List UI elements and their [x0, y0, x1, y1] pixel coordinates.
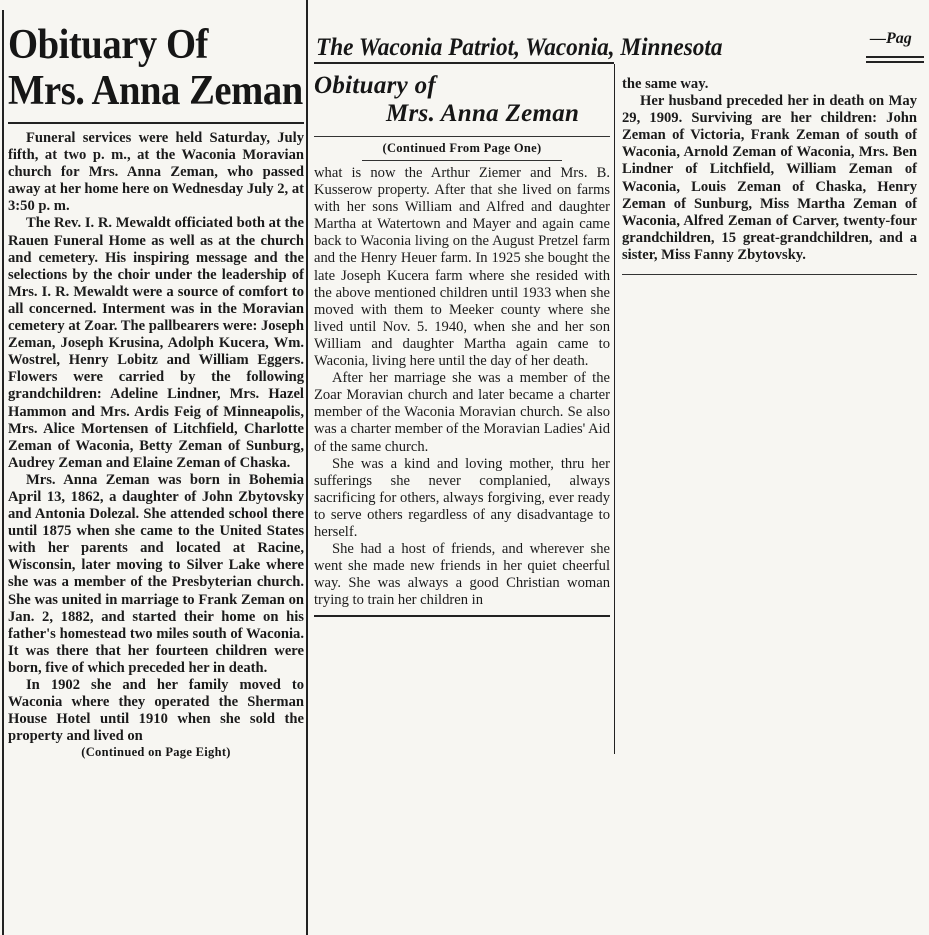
obituary-column-1 — [8, 22, 304, 760]
obituary-column-2 — [314, 72, 610, 617]
paragraph: what is now the Arthur Ziemer and Mrs. B. Kusserow property. After that she lived on farms with her sons William and Alfred and daughter Martha at Watertown and Mayer and again came back to Waconia living on the August Pretzel farm and the Henry Heuer farm. In 1925 she bought the late Joseph Kucera farm where she resided with the above mentioned children until 1933 when she moved with them to Meeker county where she lived until Nov. 5. 1940, when she and her son William and daughter Martha again came to Waconia, living here until the day of her death. — [314, 165, 610, 370]
column-divider-2 — [614, 64, 615, 754]
continued-on-note: (Continued on Page Eight) — [81, 745, 231, 760]
headline-underline — [8, 122, 304, 124]
paragraph: the same way. — [622, 76, 709, 92]
sub-head-rule — [314, 136, 610, 137]
headline — [8, 22, 303, 114]
article-body-3 — [622, 76, 917, 264]
paragraph: After her marriage she was a member of the Zoar Moravian church and later became a charter member of the Waconia Moravian church. Se also was a charter member of the Moravian Ladies' Aid of the same church. — [314, 370, 611, 455]
continued-rule — [362, 160, 562, 161]
continuation-headline — [314, 72, 610, 128]
paragraph: Mrs. Anna Zeman was born in Bohemia April 13, 1862, a daughter of John Zbytovsky and Antonia Dolezal. She attended school there until 1875 when she came to the United States with her parents and located at Racine, Wisconsin, later moving to Silver Lake where she was a member of the Presbyterian church. She was united in marriage to Frank Zeman on Jan. 2, 1882, and started their home on his father's homestead two miles south of Waconia. It was there that her fourteen children were born, five of which preceded her in death. — [8, 471, 304, 676]
paragraph: She was a kind and loving mother, thru her sufferings she never complanied, always sacrificing for others, always forgiving, ever ready to serve others regardless of any disadvantage to herself. — [314, 455, 610, 540]
paragraph: The Rev. I. R. Mewaldt officiated both at the Rauen Funeral Home as well as at the church and cemetery. His inspiring message and the selections by the choir under the leadership of Mrs. I. R. Mewaldt were a source of comfort to all concerned. Interment was in the Moravian cemetery at Zoar. The pallbearers were: Joseph Zeman, Joseph Krusina, Adolph Kucera, Wm. Wostrel, Henry Lobitz and William Eggers. Flowers were carried by the following grandchildren: Adeline Lindner, Mrs. Hazel Hammon and Mrs. Ardis Feig of Minneapolis, Mrs. Alice Mortensen of Litchfield, Charlotte Zeman of Waconia, Betty Zeman of Sunburg, Audrey Zeman and Elaine Zeman of Chaska. — [8, 215, 304, 471]
masthead-rule-right-2 — [866, 61, 924, 63]
paragraph: In 1902 she and her family moved to Waconia where they operated the Sherman House Hotel until 1910 when she sold the property and lived on — [8, 677, 304, 745]
article-body-2 — [314, 165, 610, 609]
page-tag: —Pag — [870, 30, 912, 47]
column-2-end-rule — [314, 615, 610, 617]
column-divider-1 — [306, 0, 308, 935]
sub-head-line-1: Obituary of — [314, 72, 437, 99]
masthead-rule-right — [866, 56, 924, 58]
masthead-rule — [314, 62, 614, 64]
article-body-1 — [8, 130, 304, 745]
paragraph: Funeral services were held Saturday, July fifth, at two p. m., at the Waconia Moravian church for Mrs. Anna Zeman, who passed away at her home here on Wednesday July 2, at 3:50 p. m. — [8, 130, 304, 215]
headline-line-1: Obituary Of — [8, 22, 208, 68]
masthead-title: The Waconia Patriot, Waconia, Minnesota — [316, 34, 723, 61]
paragraph: She had a host of friends, and wherever she went she made new friends in her quiet cheerful way. She was always a good Christian woman trying to train her children in — [314, 541, 610, 609]
obituary-column-3 — [622, 76, 917, 275]
column-3-end-rule — [622, 274, 917, 275]
continued-from-note: (Continued From Page One) — [382, 141, 542, 155]
left-border-rule — [2, 10, 4, 935]
sub-head-line-2: Mrs. Anna Zeman — [386, 100, 580, 127]
headline-line-2: Mrs. Anna Zeman — [8, 68, 303, 114]
paragraph: Her husband preceded her in death on May 29, 1909. Surviving are her children: John Zeman of Victoria, Frank Zeman of south of Waconia, Arnold Zeman of Waconia, Mrs. Ben Lindner of Litchfield, William Zeman of Waconia, Louis Zeman of Chaska, Henry Zeman of Sunburg, Miss Martha Zeman of Waconia, Alfred Zeman of Carver, twenty-four grandchildren, 15 great-grandchildren, and a sister, Miss Fanny Zbytovsky. — [622, 93, 917, 263]
